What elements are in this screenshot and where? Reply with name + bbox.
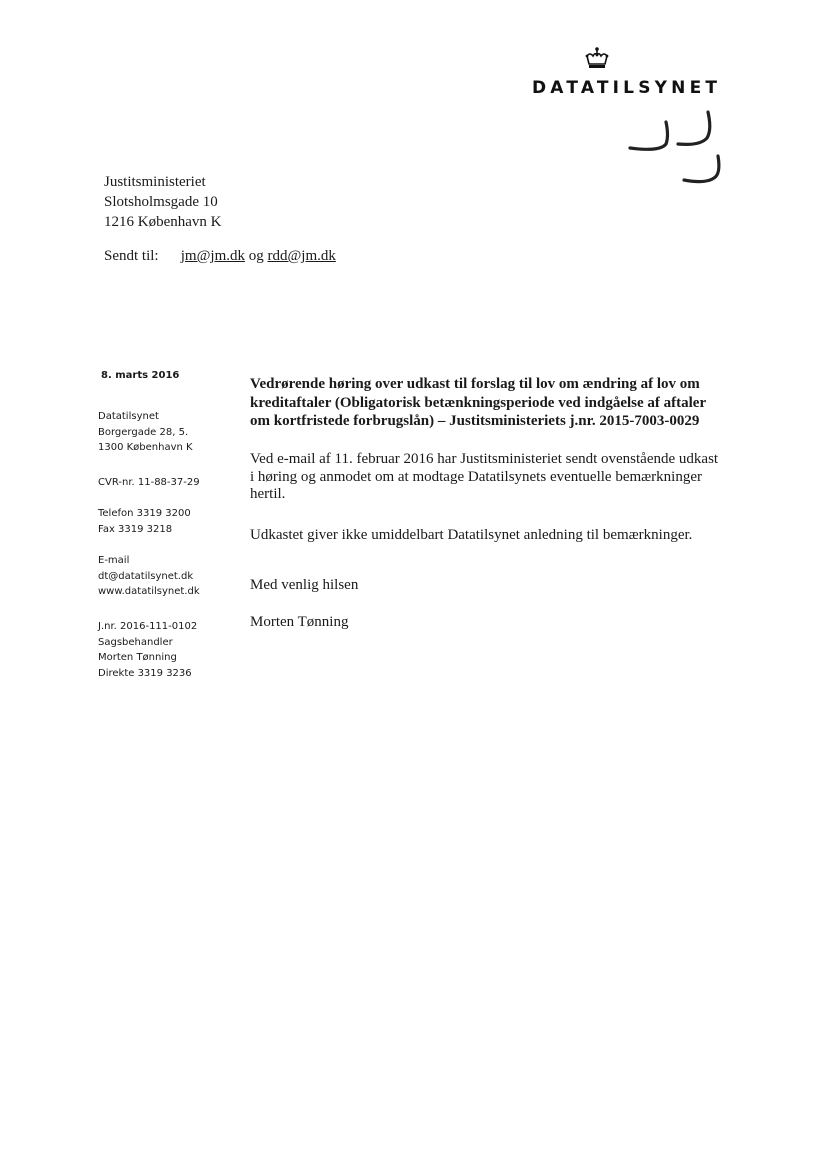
sent-to-label: Sendt til:: [104, 248, 159, 264]
letter-closing: Med venlig hilsen: [250, 577, 359, 593]
sender-email[interactable]: dt@datatilsynet.dk: [98, 570, 194, 582]
letterhead-logo: [532, 44, 747, 104]
subject-line: Vedrørende høring over udkast til forslag til lov om ændring af lov om: [250, 376, 700, 392]
sender-cvr: CVR-nr. 11-88-37-29: [98, 477, 200, 488]
sender-street: Borgergade 28, 5.: [98, 426, 189, 438]
sent-to-email-1[interactable]: jm@jm.dk: [180, 248, 245, 264]
letter-paragraph-1: [250, 451, 760, 504]
handwritten-mark: [622, 108, 732, 188]
sender-fax: Fax 3319 3218: [98, 523, 173, 535]
sent-to-line: [104, 248, 336, 265]
sender-phone: Telefon 3319 3200: [98, 508, 191, 519]
sender-city: 1300 København K: [98, 442, 193, 453]
subject-line: om kortfristede forbrugslån) – Justitsministeriets j.nr. 2015-7003-0029: [250, 413, 700, 429]
case-handler-name: Morten Tønning: [98, 652, 177, 663]
sender-website[interactable]: www.datatilsynet.dk: [98, 586, 200, 597]
recipient-street: Slotsholmsgade 10: [104, 194, 218, 210]
recipient-address: [104, 172, 221, 232]
sent-to-email-2[interactable]: rdd@jm.dk: [267, 248, 336, 264]
sender-org: Datatilsynet: [98, 411, 159, 422]
letter-subject: [250, 375, 750, 431]
subject-line: kreditaftaler (Obligatorisk betænkningsperiode ved indgåelse af aftaler: [250, 394, 707, 411]
recipient-city: 1216 København K: [104, 214, 222, 230]
paragraph-line: i høring og anmodet om at modtage Datatilsynets eventuelle bemærkninger: [250, 468, 702, 485]
sender-address: [98, 409, 193, 456]
case-handler-direct: Direkte 3319 3236: [98, 667, 192, 679]
royal-crown-icon: [584, 46, 610, 72]
letter-paragraph-2: Udkastet giver ikke umiddelbart Datatilsynet anledning til bemærkninger.: [250, 527, 693, 543]
sent-to-conjunction: og: [248, 248, 264, 264]
paragraph-line: Ved e-mail af 11. februar 2016 har Justitsministeriet sendt ovenstående udkast: [250, 451, 719, 467]
case-info-block: [98, 619, 197, 681]
recipient-name: Justitsministeriet: [104, 174, 206, 190]
logo-wordmark: DATATILSYNET: [532, 78, 722, 98]
sender-contact-block: [98, 553, 200, 600]
paragraph-line: hertil.: [250, 486, 286, 502]
sender-phone-block: [98, 506, 191, 537]
letter-signature: Morten Tønning: [250, 614, 349, 630]
letter-date: 8. marts 2016: [101, 370, 180, 381]
case-handler-label: Sagsbehandler: [98, 636, 173, 648]
sender-email-label: E-mail: [98, 555, 130, 566]
case-number: J.nr. 2016-111-0102: [98, 621, 198, 632]
